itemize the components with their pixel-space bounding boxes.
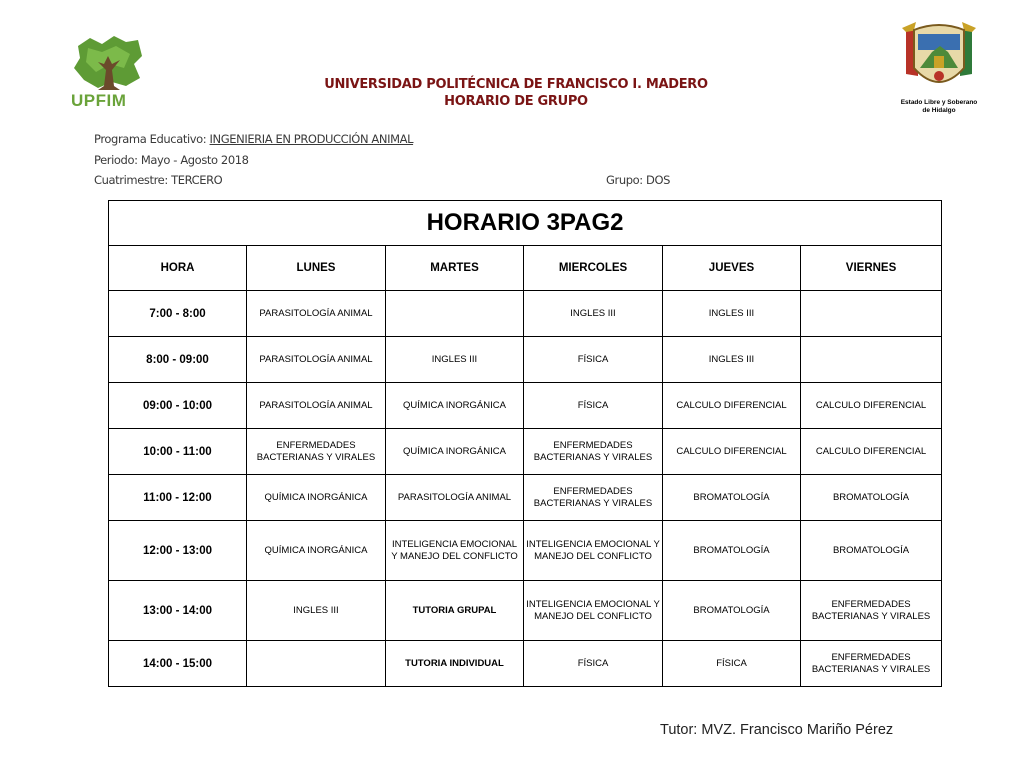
seal-caption bbox=[892, 99, 986, 115]
class-cell: TUTORIA INDIVIDUAL bbox=[386, 641, 524, 687]
programa-label: Programa Educativo: bbox=[94, 132, 207, 146]
header-viernes: VIERNES bbox=[801, 246, 942, 291]
class-cell: ENFERMEDADES BACTERIANAS Y VIRALES bbox=[801, 641, 942, 687]
class-cell: CALCULO DIFERENCIAL bbox=[663, 383, 801, 429]
class-cell: PARASITOLOGÍA ANIMAL bbox=[247, 291, 386, 337]
cuatrimestre-label: Cuatrimestre: bbox=[94, 173, 168, 187]
header-jueves: JUEVES bbox=[663, 246, 801, 291]
class-cell: ENFERMEDADES BACTERIANAS Y VIRALES bbox=[247, 429, 386, 475]
schedule-header-row bbox=[109, 246, 942, 291]
class-cell: ENFERMEDADES BACTERIANAS Y VIRALES bbox=[801, 581, 942, 641]
class-cell: FÍSICA bbox=[524, 383, 663, 429]
class-cell: INGLES III bbox=[524, 291, 663, 337]
document-title bbox=[300, 76, 732, 110]
class-cell: INGLES III bbox=[663, 291, 801, 337]
hora-cell: 14:00 - 15:00 bbox=[109, 641, 247, 687]
grupo-value: DOS bbox=[646, 173, 671, 187]
grupo-label: Grupo: bbox=[606, 173, 643, 187]
seal-caption-line-1: Estado Libre y Soberano bbox=[900, 99, 978, 106]
cuatrimestre-value: TERCERO bbox=[171, 173, 223, 187]
class-cell: BROMATOLOGÍA bbox=[663, 521, 801, 581]
header-hora: HORA bbox=[109, 246, 247, 291]
class-cell: ENFERMEDADES BACTERIANAS Y VIRALES bbox=[524, 429, 663, 475]
table-row bbox=[109, 337, 942, 383]
schedule-title-row bbox=[109, 201, 942, 246]
table-row bbox=[109, 475, 942, 521]
hora-cell: 7:00 - 8:00 bbox=[109, 291, 247, 337]
schedule-title: HORARIO 3PAG2 bbox=[109, 201, 942, 246]
table-row bbox=[109, 429, 942, 475]
class-cell: PARASITOLOGÍA ANIMAL bbox=[247, 337, 386, 383]
class-cell: FÍSICA bbox=[524, 337, 663, 383]
table-row bbox=[109, 291, 942, 337]
class-cell: TUTORIA GRUPAL bbox=[386, 581, 524, 641]
programa-line bbox=[94, 132, 413, 146]
class-cell bbox=[801, 337, 942, 383]
class-cell: QUÍMICA INORGÁNICA bbox=[386, 383, 524, 429]
class-cell: CALCULO DIFERENCIAL bbox=[801, 383, 942, 429]
class-cell: ENFERMEDADES BACTERIANAS Y VIRALES bbox=[524, 475, 663, 521]
class-cell: BROMATOLOGÍA bbox=[663, 581, 801, 641]
class-cell: INGLES III bbox=[386, 337, 524, 383]
hora-cell: 8:00 - 09:00 bbox=[109, 337, 247, 383]
periodo-value: Mayo - Agosto 2018 bbox=[140, 153, 249, 167]
class-cell: QUÍMICA INORGÁNICA bbox=[247, 521, 386, 581]
hora-cell: 09:00 - 10:00 bbox=[109, 383, 247, 429]
hora-cell: 13:00 - 14:00 bbox=[109, 581, 247, 641]
table-row bbox=[109, 383, 942, 429]
periodo-line bbox=[94, 153, 249, 167]
class-cell: BROMATOLOGÍA bbox=[663, 475, 801, 521]
class-cell: FÍSICA bbox=[663, 641, 801, 687]
class-cell: BROMATOLOGÍA bbox=[801, 475, 942, 521]
tutor-name: Tutor: MVZ. Francisco Mariño Pérez bbox=[660, 722, 894, 738]
class-cell bbox=[801, 291, 942, 337]
class-cell: CALCULO DIFERENCIAL bbox=[663, 429, 801, 475]
class-cell: BROMATOLOGÍA bbox=[801, 521, 942, 581]
class-cell: QUÍMICA INORGÁNICA bbox=[386, 429, 524, 475]
table-row bbox=[109, 641, 942, 687]
hidalgo-seal-icon bbox=[898, 16, 980, 100]
class-cell bbox=[247, 641, 386, 687]
schedule-table bbox=[108, 200, 942, 687]
cuatrimestre-line bbox=[94, 173, 222, 187]
table-row bbox=[109, 521, 942, 581]
class-cell: INTELIGENCIA EMOCIONAL Y MANEJO DEL CONFLICTO bbox=[524, 581, 663, 641]
class-cell: INTELIGENCIA EMOCIONAL Y MANEJO DEL CONFLICTO bbox=[386, 521, 524, 581]
header-lunes: LUNES bbox=[247, 246, 386, 291]
university-name: UNIVERSIDAD POLITÉCNICA DE FRANCISCO I. MADERO bbox=[324, 77, 708, 92]
upfim-logo-text: UPFIM bbox=[71, 91, 127, 110]
grupo-line bbox=[606, 173, 670, 187]
header-martes: MARTES bbox=[386, 246, 524, 291]
hora-cell: 10:00 - 11:00 bbox=[109, 429, 247, 475]
class-cell: INGLES III bbox=[247, 581, 386, 641]
class-cell: CALCULO DIFERENCIAL bbox=[801, 429, 942, 475]
class-cell: FÍSICA bbox=[524, 641, 663, 687]
document-subtitle: HORARIO DE GRUPO bbox=[444, 94, 588, 109]
class-cell bbox=[386, 291, 524, 337]
class-cell: PARASITOLOGÍA ANIMAL bbox=[247, 383, 386, 429]
class-cell: INTELIGENCIA EMOCIONAL Y MANEJO DEL CONFLICTO bbox=[524, 521, 663, 581]
class-cell: INGLES III bbox=[663, 337, 801, 383]
hora-cell: 12:00 - 13:00 bbox=[109, 521, 247, 581]
class-cell: QUÍMICA INORGÁNICA bbox=[247, 475, 386, 521]
hora-cell: 11:00 - 12:00 bbox=[109, 475, 247, 521]
seal-caption-line-2: de Hidalgo bbox=[922, 107, 956, 114]
periodo-label: Periodo: bbox=[94, 153, 138, 167]
class-cell: PARASITOLOGÍA ANIMAL bbox=[386, 475, 524, 521]
header-miercoles: MIERCOLES bbox=[524, 246, 663, 291]
table-row bbox=[109, 581, 942, 641]
programa-value: INGENIERIA EN PRODUCCIÓN ANIMAL bbox=[209, 132, 414, 146]
